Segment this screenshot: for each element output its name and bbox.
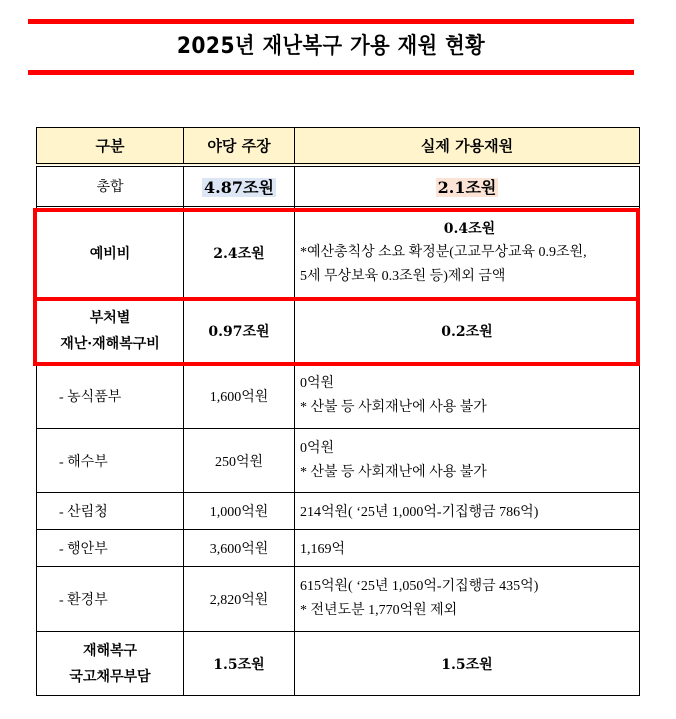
table-header-row bbox=[37, 128, 640, 165]
funding-table bbox=[36, 127, 640, 696]
header-opposition-claim: 야당 주장 bbox=[184, 128, 295, 165]
header-category: 구분 bbox=[37, 128, 184, 165]
table-row-oceans bbox=[37, 429, 640, 493]
row-actual-note: 5세 무상보육 0.3조원 등)제외 금액 bbox=[300, 268, 506, 284]
header-actual-available: 실제 가용재원 bbox=[295, 128, 640, 165]
table-row-total bbox=[37, 165, 640, 207]
row-category: - 환경부 bbox=[37, 567, 184, 632]
row-claim: 2,820억원 bbox=[184, 567, 295, 632]
row-actual: 0.2조원 bbox=[295, 299, 640, 364]
total-actual-value: 2.1조원 bbox=[437, 177, 497, 197]
row-claim: 0.97조원 bbox=[184, 299, 295, 364]
page-title: 2025년 재난복구 가용 재원 현황 bbox=[176, 34, 486, 59]
table-row-reserve-fund bbox=[37, 207, 640, 299]
table-row-environment bbox=[37, 567, 640, 632]
row-category: - 행안부 bbox=[37, 530, 184, 567]
table-row-forest-service bbox=[37, 493, 640, 530]
title-rule-bottom bbox=[28, 70, 634, 75]
row-claim: 1,600억원 bbox=[184, 364, 295, 429]
table-row-recovery-treasury-obligation bbox=[37, 632, 640, 696]
row-actual: 615억원( ‘25년 1,050억-기집행금 435억) bbox=[300, 579, 539, 594]
row-actual: 0억원 bbox=[300, 440, 335, 456]
row-category: 재해복구 bbox=[82, 642, 138, 659]
row-actual-note: *예산총칙상 소요 확정분(고교무상교육 0.9조원, bbox=[300, 244, 587, 260]
row-actual: 0.4조원 bbox=[443, 220, 496, 237]
row-category: 총합 bbox=[37, 165, 184, 207]
row-category: 예비비 bbox=[37, 207, 184, 299]
row-actual: 1,169억 bbox=[295, 530, 640, 567]
row-actual: 214억원( ‘25년 1,000억-기집행금 786억) bbox=[295, 493, 640, 530]
row-category: - 산림청 bbox=[37, 493, 184, 530]
table-row-interior-safety bbox=[37, 530, 640, 567]
row-category: - 농식품부 bbox=[37, 364, 184, 429]
row-category: 재난·재해복구비 bbox=[60, 336, 160, 352]
row-claim: 250억원 bbox=[184, 429, 295, 493]
table-row-ministry-disaster-budget bbox=[37, 299, 640, 364]
row-actual-note: * 산불 등 사회재난에 사용 불가 bbox=[300, 400, 487, 415]
table-row-agriculture bbox=[37, 364, 640, 429]
total-claim-value: 4.87조원 bbox=[204, 177, 274, 197]
row-actual-note: * 전년도분 1,770억원 제외 bbox=[300, 603, 458, 618]
title-rule-top bbox=[28, 19, 634, 24]
row-claim: 1,000억원 bbox=[184, 493, 295, 530]
row-claim: 1.5조원 bbox=[184, 632, 295, 696]
row-actual: 1.5조원 bbox=[295, 632, 640, 696]
row-category: 국고채무부담 bbox=[69, 668, 151, 685]
row-actual: 0억원 bbox=[300, 376, 335, 391]
row-actual-note: * 산불 등 사회재난에 사용 불가 bbox=[300, 464, 487, 480]
row-category: 부처별 bbox=[89, 310, 131, 326]
row-claim: 3,600억원 bbox=[184, 530, 295, 567]
row-category: - 해수부 bbox=[37, 429, 184, 493]
row-claim: 2.4조원 bbox=[184, 207, 295, 299]
